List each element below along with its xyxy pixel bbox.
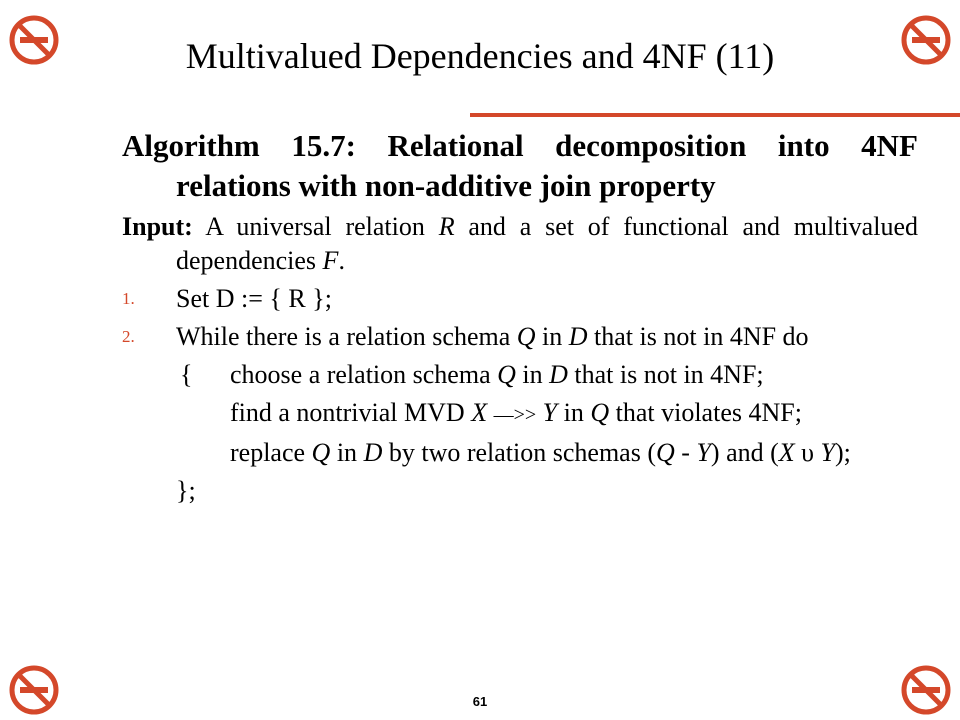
- input-text-part: and a set of functional and multivalued dependencies: [176, 212, 918, 275]
- open-brace: {: [180, 360, 193, 389]
- step-text: While there is a relation schema: [176, 322, 517, 351]
- input-text-part: A universal relation: [205, 212, 439, 241]
- loop-choose-line: [122, 358, 918, 392]
- y-symbol: Y: [542, 398, 558, 427]
- slide-title: Multivalued Dependencies and 4NF (11): [185, 36, 775, 76]
- dependency-set-symbol: F: [322, 246, 339, 275]
- title-divider: [470, 113, 960, 117]
- y-symbol: Y: [696, 438, 711, 467]
- loop-text: ) and (: [710, 438, 779, 467]
- schema-symbol: Q: [311, 438, 331, 467]
- loop-find-line: [122, 396, 918, 432]
- relation-symbol: R: [438, 212, 455, 241]
- input-label: Input:: [122, 212, 193, 241]
- decomposition-symbol: D: [549, 360, 568, 389]
- algorithm-heading: Algorithm 15.7: Relational decomposition into 4NF relations with non-additive join property: [122, 128, 918, 203]
- x-symbol: X: [778, 438, 795, 467]
- mvd-arrow: —>>: [493, 404, 537, 426]
- input-text-part: .: [338, 246, 345, 275]
- step-text: in: [535, 322, 569, 351]
- loop-text: by two relation schemas (: [382, 438, 656, 467]
- union-symbol: υ: [794, 438, 821, 467]
- loop-text: that violates 4NF;: [609, 398, 802, 427]
- loop-text: that is not in 4NF;: [567, 360, 764, 389]
- step-text: that is not in 4NF do: [587, 322, 809, 351]
- close-brace: };: [176, 476, 196, 505]
- loop-text: in: [515, 360, 550, 389]
- loop-text: in: [557, 398, 591, 427]
- decomposition-symbol: D: [568, 322, 588, 351]
- loop-text: in: [330, 438, 364, 467]
- schema-symbol: Q: [590, 398, 610, 427]
- y-symbol: Y: [820, 438, 836, 467]
- loop-text: find a nontrivial MVD: [230, 398, 472, 427]
- input-paragraph: [122, 210, 918, 278]
- schema-symbol: Q: [497, 360, 516, 389]
- step-1: [122, 282, 918, 316]
- loop-replace-line: [122, 436, 918, 470]
- loop-text: replace: [230, 438, 312, 467]
- step-text: Set D := { R };: [176, 284, 332, 313]
- slide-body: [122, 126, 918, 508]
- x-symbol: X: [471, 398, 488, 427]
- schema-symbol: Q: [656, 438, 675, 467]
- decomposition-symbol: D: [363, 438, 383, 467]
- step-number: 2.: [122, 327, 135, 346]
- loop-text: choose a relation schema: [230, 360, 498, 389]
- loop-text: -: [674, 438, 697, 467]
- loop-text: );: [835, 438, 851, 467]
- step-number: 1.: [122, 289, 135, 308]
- page-number: 61: [472, 694, 488, 709]
- schema-symbol: Q: [516, 322, 536, 351]
- step-2: [122, 320, 918, 354]
